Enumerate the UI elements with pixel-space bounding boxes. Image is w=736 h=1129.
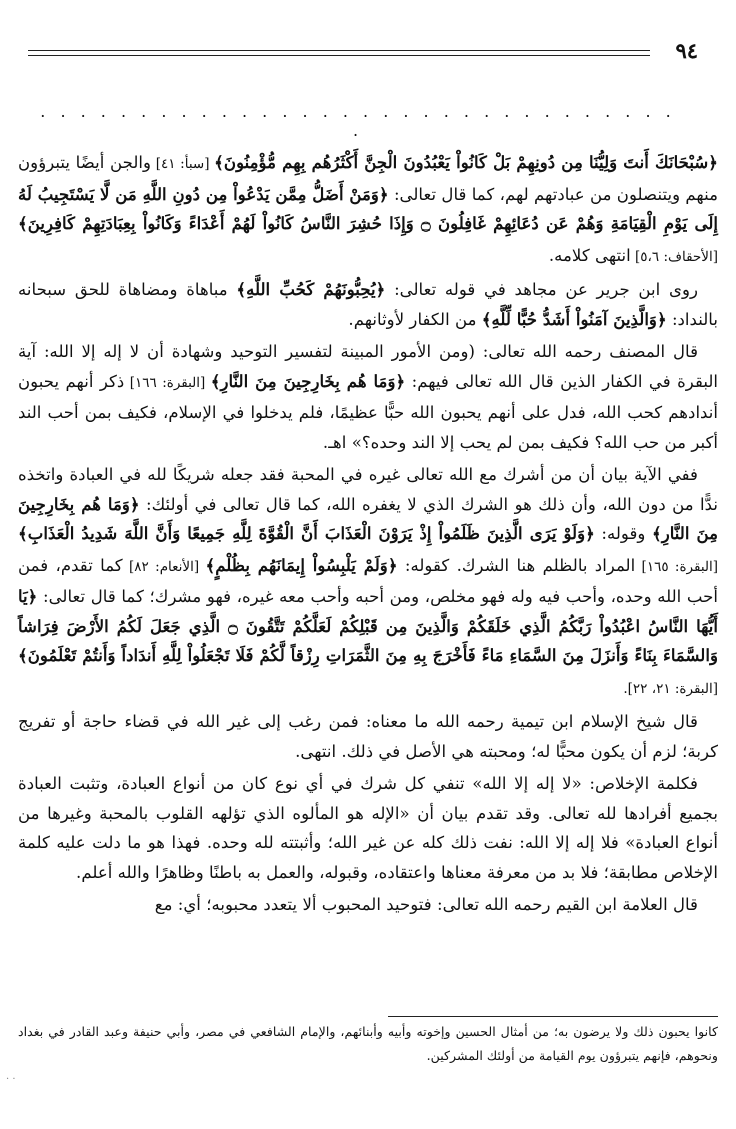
verse-citation: [البقرة: ٢١، ٢٢]. [623,680,718,697]
body-text [18,148,718,923]
prose-text: المراد بالظلم هنا الشرك. كقوله: [397,555,636,575]
prose-text: روى ابن جرير عن مجاهد في قوله تعالى: [385,280,698,299]
paragraph [18,337,718,457]
verse-citation: [البقرة: ١٦٦] [124,374,211,391]
footnote: كانوا يحبون ذلك ولا يرضون به؛ من أمثال الحسين وإخوته وأبيه وأبنائهم، والإمام الشافعي في مصر، وأبي حنيفة وعبد القادر في بغداد ونحوهم، فإنهم يتبرؤون يوم القيامة من أولئك المشركين. [18,1024,718,1063]
quran-verse: ﴿يَا أَيُّهَا النَّاسُ اعْبُدُواْ رَبَّكُمُ الَّذِي خَلَقَكُمْ وَالَّذِينَ مِن قَبْلِكُمْ لَعَلَّكُمْ تَتَّقُونَ ۝ الَّذِي جَعَلَ لَكُمُ الأَرْضَ فِرَاشاً وَالسَّمَاءَ بِنَاءً وَأَنزَلَ مِنَ السَّمَاءِ مَاءً فَأَخْرَجَ بِهِ مِنَ الثَّمَرَاتِ رِزْقاً لَّكُمْ فَلَا تَجْعَلُواْ لِلَّهِ أَندَاداً وَأَنتُمْ تَعْلَمُونَ﴾ [18,586,718,665]
quran-verse: ﴿وَالَّذِينَ آمَنُواْ أَشَدُّ حُبًّا لِّلَّهِ﴾ [481,308,667,329]
quran-verse: ﴿سُبْحَانَكَ أَنتَ وَلِيُّنَا مِن دُونِهِمْ بَلْ كَانُواْ يَعْبُدُونَ الْجِنَّ أَكْثَرُهُم بِهِم مُّؤْمِنُونَ﴾ [214,152,718,172]
prose-text: والجن أيضًا يتبرؤون منهم ويتنصلون من عبادتهم لهم، كما قال تعالى: [18,153,718,204]
verse-citation: [سبأ: ٤١] [151,156,215,172]
paragraph [18,148,718,272]
dotted-separator: . . . . . . . . . . . . . . . . . . . . . . . . . . . . . . . . . [40,102,676,140]
quran-verse: ﴿وَلَوْ يَرَى الَّذِينَ ظَلَمُواْ إِذْ يَرَوْنَ الْعَذَابَ أَنَّ الْقُوَّةَ لِلَّهِ جَمِيعًا وَأَنَّ اللَّهَ شَدِيدُ الْعَذَابِ﴾ [18,523,595,543]
header-rule-top [28,50,650,51]
footnote-rule [388,1016,718,1017]
prose-text: مباهاة ومضاهاة للحق سبحانه بالنداد: [18,280,718,329]
page-number: ٩٤ [675,38,698,63]
header-rule-bottom [28,55,650,56]
quran-verse: ﴿يُحِبُّونَهُمْ كَحُبِّ اللَّهِ﴾ [236,279,386,299]
prose-text: قال شيخ الإسلام ابن تيمية رحمه الله ما معناه: فمن رغب إلى غير الله في قضاء حاجة أو تفريج كربة؛ لزم أن يكون محبًّا له؛ ومحبته هي الأصل في ذلك. انتهى. [18,712,718,761]
prose-text: من الكفار لأوثانهم. [348,309,482,329]
prose-text: وقوله: [594,524,652,543]
verse-citation: [الأحقاف: ٥،٦] [630,248,718,265]
page-edge-mark: · · [6,1074,16,1085]
quran-verse: ﴿وَمَنْ أَضَلُّ مِمَّن يَدْعُواْ مِن دُونِ اللَّهِ مَن لَّا يَسْتَجِيبُ لَهُ إِلَى يَوْمِ الْقِيَامَةِ وَهُمْ عَن دُعَائِهِمْ غَافِلُونَ ۝ وَإِذَا حُشِرَ النَّاسُ كَانُواْ لَهُمْ أَعْدَاءً وَكَانُواْ بِعِبَادَتِهِمْ كَافِرِينَ﴾ [18,183,718,233]
prose-text: ذكر أنهم يحبون أندادهم كحب الله، فدل على أنهم يحبون الله حبًّا عظيمًا، فلم يدخلوا في الإسلام، فكيف بمن أحب الند أكبر من حب الله؟ فكيف بمن لم يحب إلا الند وحده؟» اهـ. [18,371,718,452]
page-header [28,36,698,66]
prose-text: انتهى كلامه. [548,245,631,265]
verse-citation: [البقرة: ١٦٥] [635,558,719,575]
prose-text: قال المصنف رحمه الله تعالى: (ومن الأمور المبينة لتفسير التوحيد وشهادة أن لا إله إلا الله: آية البقرة في الكفار الذين قال الله تعالى فيهم: [18,342,719,391]
quran-verse: ﴿وَلَمْ يَلْبِسُواْ إِيمَانَهُم بِظُلْمٍ﴾ [205,554,398,575]
paragraph [18,707,718,766]
quran-verse: ﴿وَمَا هُم بِخَارِجِينَ مِنَ النَّارِ﴾ [210,370,406,391]
prose-text: قال العلامة ابن القيم رحمه الله تعالى: فتوحيد المحبوب ألا يتعدد محبوبه؛ أي: مع [154,895,698,914]
prose-text: فكلمة الإخلاص: «لا إله إلا الله» تنفي كل شرك في أي نوع كان من أنواع العبادة، وتثبت العبادة بجميع أفرادها لله تعالى. وقد تقدم بيان أن «الإله هو المألوه الذي تؤلهه القلوب بالمحبة وغيرها من أنواع العبادة» فلا إله إلا الله: نفت ذلك كله عن غير الله؛ وأثبتته لله وحده. فهذا هو ما دلت عليه كلمة الإخلاص مطابقة؛ فلا بد من معرفة معناها واعتقاده، وقبوله، والعمل به باطنًا وظاهرًا والله أعلم. [18,774,718,882]
paragraph [18,769,718,887]
paragraph [18,275,718,334]
verse-citation: [الأنعام: ٨٢] [122,558,206,575]
paragraph [18,460,718,704]
quran-verse: ﴿وَمَا هُم بِخَارِجِينَ مِنَ النَّارِ﴾ [18,493,718,543]
prose-text: كما تقدم، فمن أحب الله وحده، وأحب فيه وله فهو مخلص، ومن أحبه وأحب معه غيره، فهو مشرك؛ كما قال تعالى: [18,555,718,606]
prose-text: ففي الآية بيان أن من أشرك مع الله تعالى غيره في المحبة فقد جعله شريكًا لله في العبادة واتخذه ندًّا من دون الله، وأن ذلك هو الشرك الذي لا يغفره الله، كما قال تعالى في أولئك: [18,465,718,514]
paragraph [18,890,718,920]
